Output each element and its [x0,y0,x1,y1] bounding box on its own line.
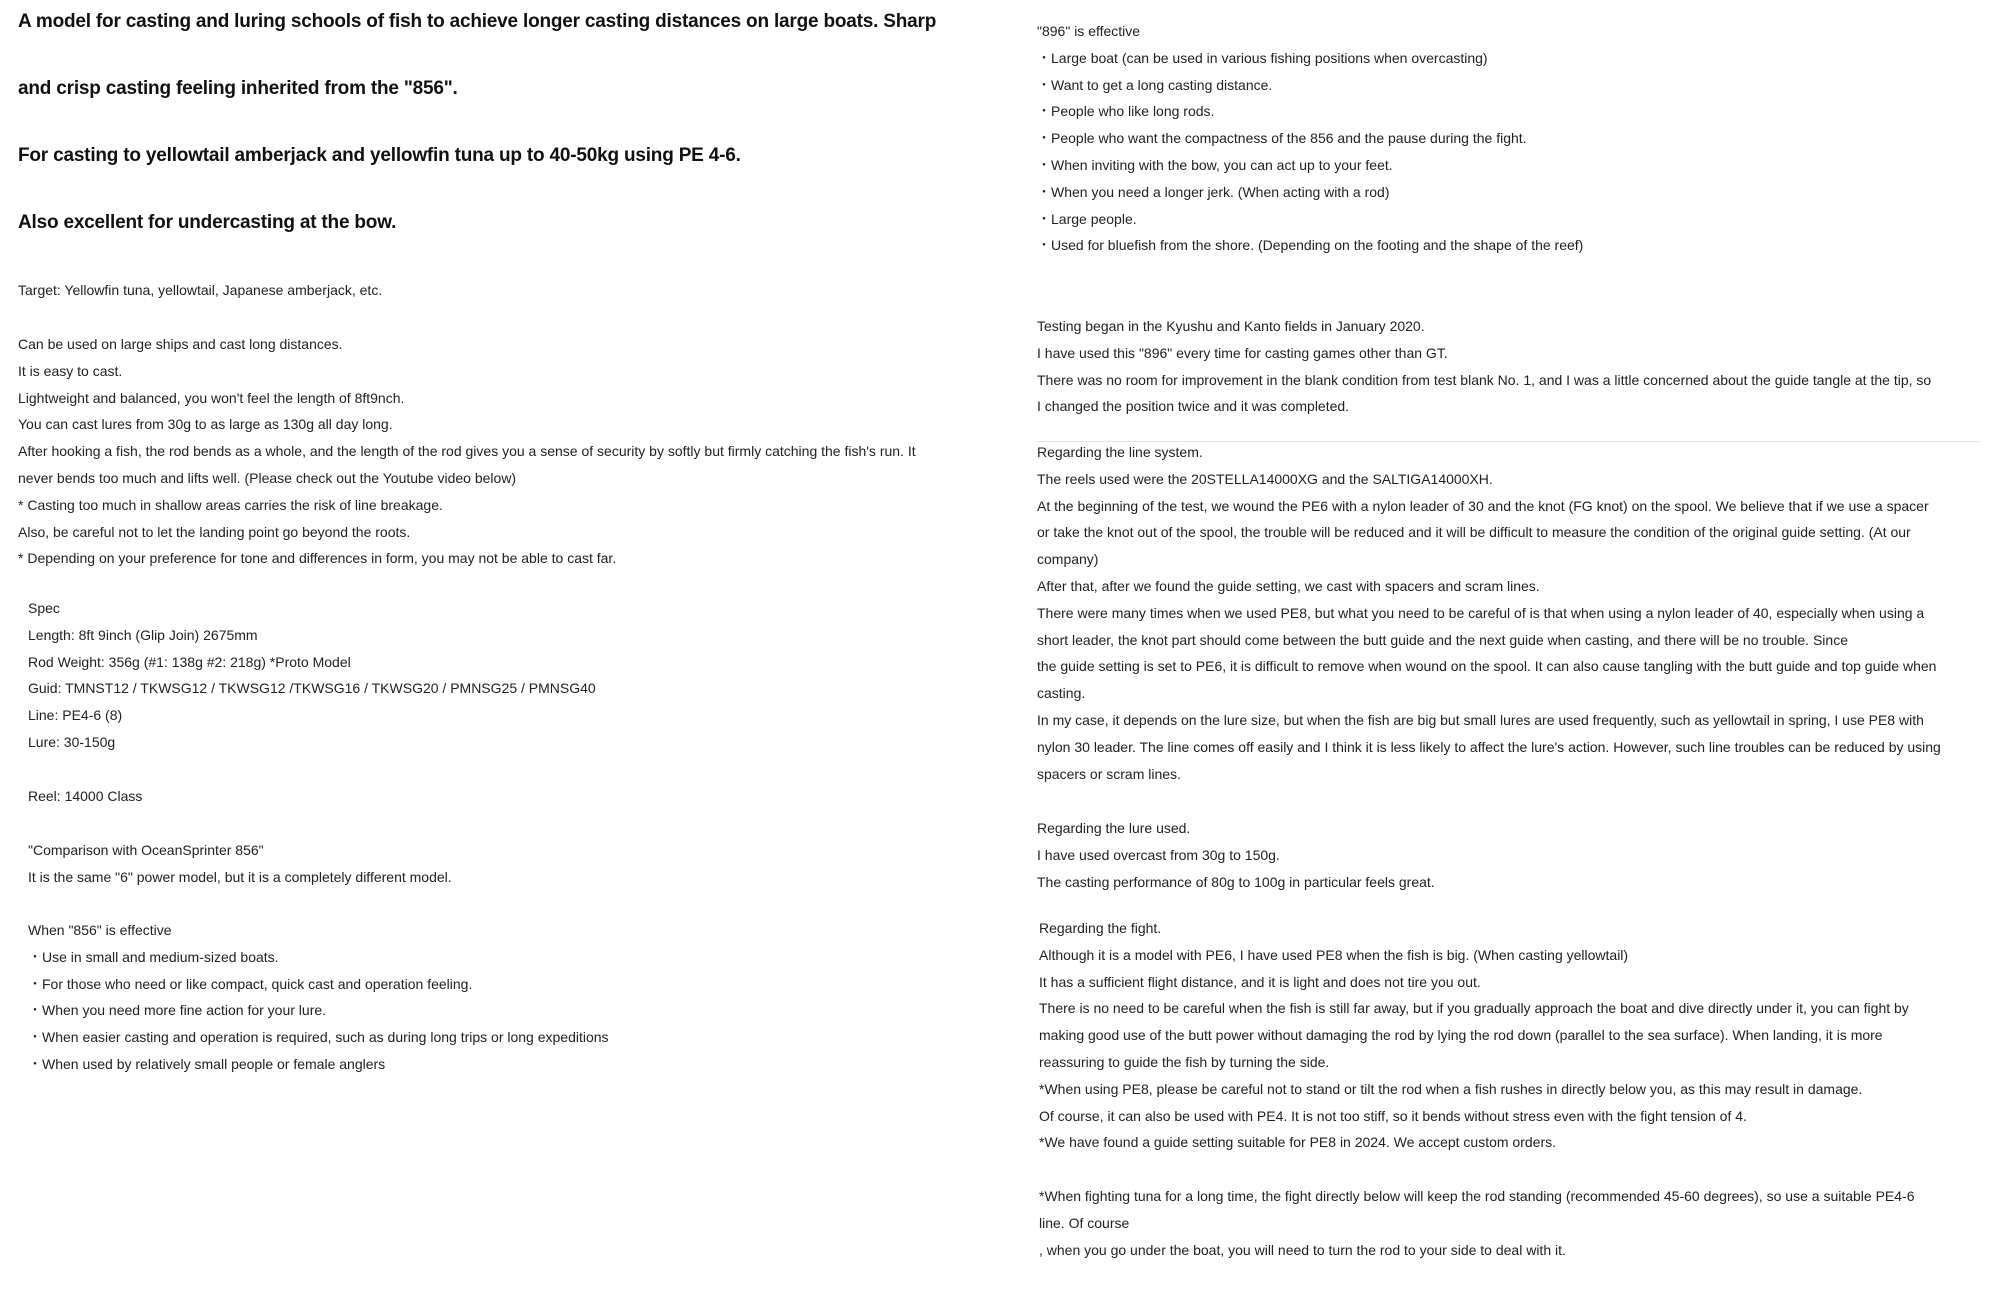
list-item: ・People who like long rods. [1037,103,1215,120]
spec-line: Length: 8ft 9inch (Glip Join) 2675mm [28,626,258,643]
spec-reel: Reel: 14000 Class [28,788,143,804]
list-item: ・Use in small and medium-sized boats. [28,948,279,965]
list-item: ・When you need a longer jerk. (When acting with a rod) [1037,183,1390,200]
line-system-line: At the beginning of the test, we wound the PE6 with a nylon leader of 30 and the knot (FG knot) on the spool. We believe that if we use a spacer [1037,497,1929,514]
fight-line: There is no need to be careful when the fish is still far away, but if you gradually approach the boat and dive directly under it, you can fight by [1039,1000,1909,1017]
headline-line: and crisp casting feeling inherited from the "856". [18,78,458,99]
tuna-note-line: *When fighting tuna for a long time, the fight directly below will keep the rod standing (recommended 45-60 degrees), so use a suitable PE4-6 [1039,1188,1915,1204]
list-item: ・For those who need or like compact, quick cast and operation feeling. [28,975,473,992]
lure-used-line: I have used overcast from 30g to 150g. [1037,846,1280,863]
fight-heading: Regarding the fight. [1039,920,1162,936]
target-text: Target: Yellowfin tuna, yellowtail, Japanese amberjack, etc. [18,282,383,298]
list-item: ・When you need more fine action for your lure. [28,1002,327,1019]
testing-block [1037,313,1931,420]
lure-used-block [1037,815,1435,895]
description-line: It is easy to cast. [18,362,123,379]
fight-line: *When using PE8, please be careful not to stand or tilt the rod when a fish rushes in directly below you, as this may result in damage. [1039,1080,1863,1097]
description-line: * Depending on your preference for tone and differences in form, you may not be able to cast far. [18,550,617,567]
headline-line: For casting to yellowtail amberjack and yellowfin tuna up to 40-50kg using PE 4-6. [18,145,741,166]
list-item: ・Want to get a long casting distance. [1037,76,1273,93]
line-system-line: nylon 30 leader. The line comes off easily and I think it is less likely to affect the lure's action. However, such line troubles can be reduced by using [1037,738,1941,755]
when-896-heading: "896" is effective [1037,23,1141,39]
comparison-text: It is the same "6" power model, but it is a completely different model. [28,868,452,885]
description-line: Can be used on large ships and cast long distances. [18,336,343,352]
fight-line: It has a sufficient flight distance, and it is light and does not tire you out. [1039,973,1481,990]
lure-used-line: The casting performance of 80g to 100g in particular feels great. [1037,873,1435,890]
line-system-line: company) [1037,551,1099,568]
headline-line: A model for casting and luring schools of fish to achieve longer casting distances on large boats. Sharp [18,11,937,32]
spec-line: Rod Weight: 356g (#1: 138g #2: 218g) *Proto Model [28,653,351,670]
line-system-line: The reels used were the 20STELLA14000XG and the SALTIGA14000XH. [1037,470,1493,487]
fight-line: Although it is a model with PE6, I have used PE8 when the fish is big. (When casting yellowtail) [1039,946,1629,963]
comparison-heading: "Comparison with OceanSprinter 856" [28,842,264,858]
line-system-line: spacers or scram lines. [1037,765,1181,782]
reel-block [28,783,142,810]
description-line: Also, be careful not to let the landing point go beyond the roots. [18,523,411,540]
list-item: ・When used by relatively small people or female anglers [28,1055,386,1072]
spec-line: Line: PE4-6 (8) [28,707,123,724]
fight-line: reassuring to guide the fish by turning the side. [1039,1053,1330,1070]
fight-block [1039,915,1909,1156]
line-system-heading: Regarding the line system. [1037,444,1203,460]
line-system-line: the guide setting is set to PE6, it is difficult to remove when wound on the spool. It can also cause tangling with the butt guide and top guide when [1037,658,1937,675]
when-856-block [28,917,609,1078]
testing-line: Testing began in the Kyushu and Kanto fields in January 2020. [1037,318,1425,334]
description-line: * Casting too much in shallow areas carries the risk of line breakage. [18,496,443,513]
list-item: ・Large people. [1037,210,1137,227]
spec-line: Guid: TMNST12 / TKWSG12 / TKWSG12 /TKWSG16 / TKWSG20 / PMNSG25 / PMNSG40 [28,680,596,697]
spec-block [28,595,596,756]
tuna-note-line: line. Of course [1039,1214,1130,1231]
spec-heading: Spec [28,600,60,616]
lure-used-heading: Regarding the lure used. [1037,820,1191,836]
description-line: After hooking a fish, the rod bends as a whole, and the length of the rod gives you a sense of security by softly but firmly catching the fish's run. It [18,443,916,460]
target-text-block [18,277,382,304]
line-system-line: There were many times when we used PE8, but what you need to be careful of is that when using a nylon leader of 40, especially when using a [1037,604,1925,621]
line-system-line: After that, after we found the guide setting, we cast with spacers and scram lines. [1037,577,1540,594]
tuna-note-line: , when you go under the boat, you will need to turn the rod to your side to deal with it. [1039,1241,1566,1258]
fight-line: making good use of the butt power without damaging the rod by lying the rod down (parallel to the sea surface). When landing, it is more [1039,1027,1883,1044]
list-item: ・When inviting with the bow, you can act up to your feet. [1037,156,1393,173]
testing-line: There was no room for improvement in the blank condition from test blank No. 1, and I was a little concerned about the guide tangle at the tip, so [1037,371,1932,388]
list-item: ・People who want the compactness of the 856 and the pause during the fight. [1037,130,1527,147]
line-system-block [1037,439,1941,787]
comparison-block [28,837,452,891]
fight-line: Of course, it can also be used with PE4. It is not too stiff, so it bends without stress even with the fight tension of 4. [1039,1107,1747,1124]
description-line: Lightweight and balanced, you won't feel the length of 8ft9nch. [18,389,405,406]
headline-line: Also excellent for undercasting at the bow. [18,212,397,233]
line-system-line: casting. [1037,685,1086,702]
description-line: You can cast lures from 30g to as large as 130g all day long. [18,416,393,433]
list-item: ・Used for bluefish from the shore. (Depending on the footing and the shape of the reef) [1037,237,1584,254]
line-system-line: or take the knot out of the spool, the trouble will be reduced and it will be difficult to measure the condition of the original guide setting. (At our [1037,524,1911,541]
line-system-line: short leader, the knot part should come between the butt guide and the next guide when casting, and there will be no trouble. Since [1037,631,1848,648]
headline [18,0,936,256]
description-line: never bends too much and lifts well. (Please check out the Youtube video below) [18,469,517,486]
fight-line: *We have found a guide setting suitable for PE8 in 2024. We accept custom orders. [1039,1134,1557,1151]
when-896-block [1037,18,1583,259]
description-block [18,331,916,572]
when-856-heading: When "856" is effective [28,922,172,938]
testing-line: I have used this "896" every time for casting games other than GT. [1037,344,1448,361]
line-system-line: In my case, it depends on the lure size, but when the fish are big but small lures are used frequently, such as yellowtail in spring, I use PE8 with [1037,711,1924,728]
tuna-note-block [1039,1183,1915,1263]
spec-line: Lure: 30-150g [28,733,116,750]
testing-line: I changed the position twice and it was completed. [1037,398,1350,415]
list-item: ・When easier casting and operation is required, such as during long trips or long expeditions [28,1029,609,1046]
list-item: ・Large boat (can be used in various fishing positions when overcasting) [1037,49,1488,66]
